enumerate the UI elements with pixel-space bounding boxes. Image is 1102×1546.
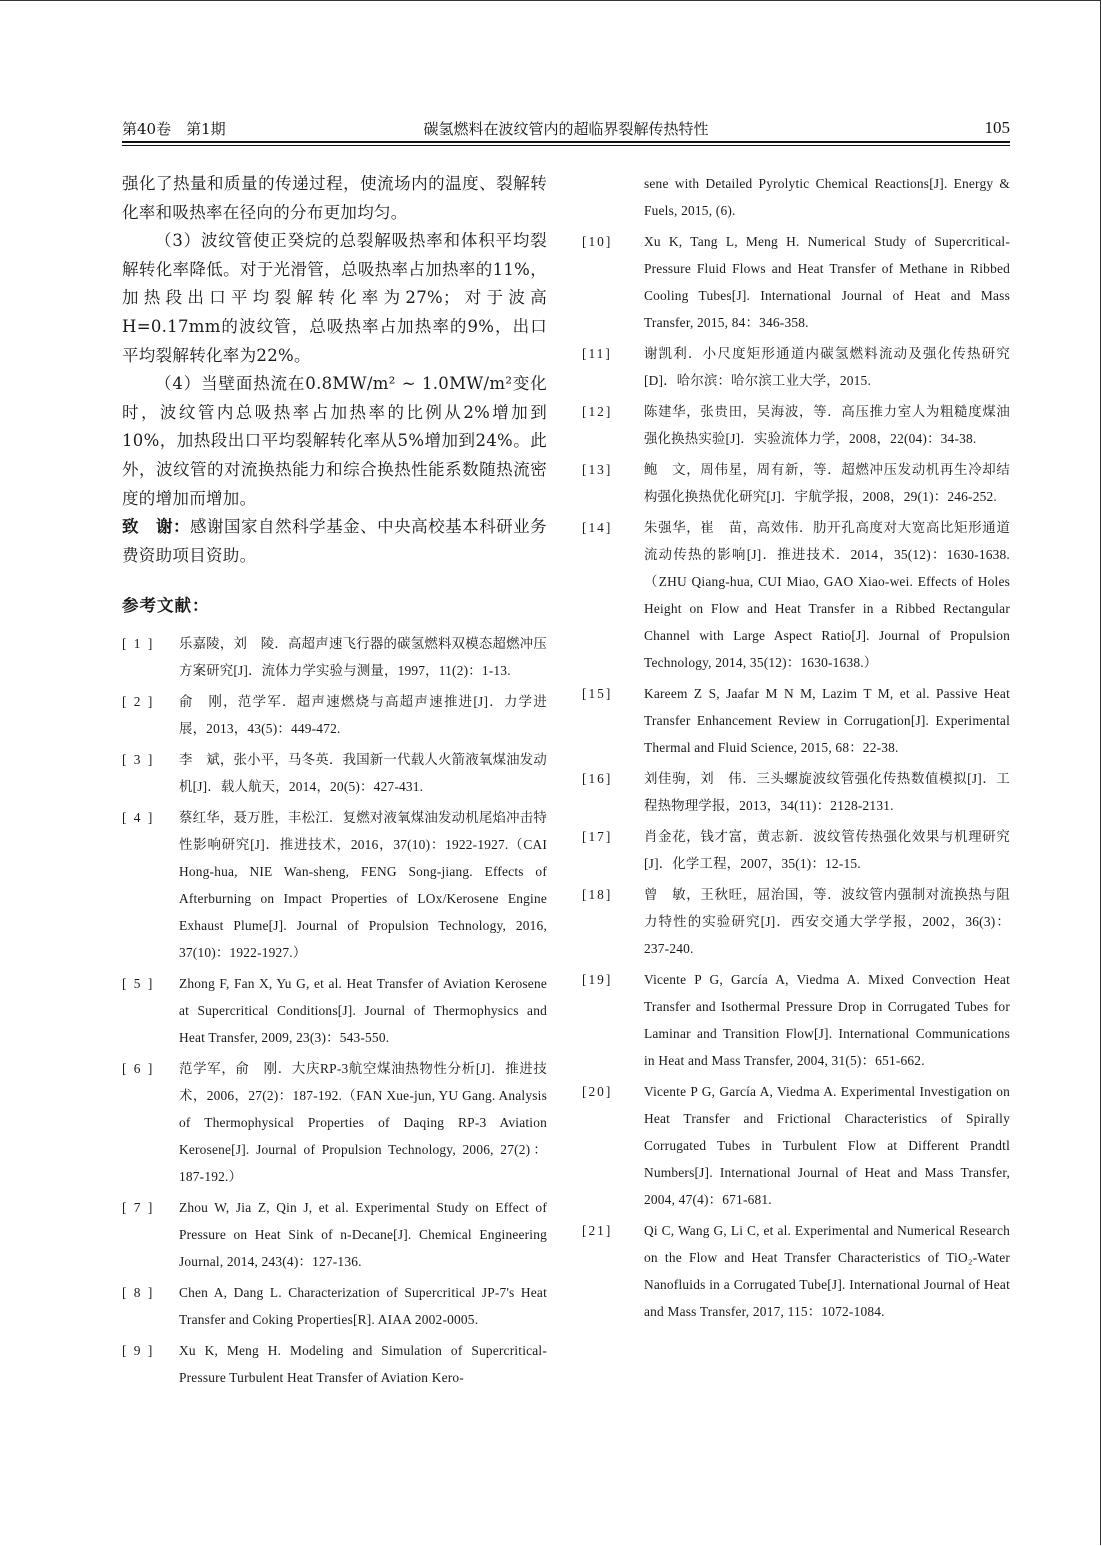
reference-entry xyxy=(582,1078,1010,1213)
reference-number xyxy=(582,170,644,224)
reference-number: [15] xyxy=(582,686,613,701)
reference-text: Chen A, Dang L. Characterization of Supercritical JP-7's Heat Transfer and Coking Properties[R]. AIAA 2002-0005. xyxy=(179,1285,547,1328)
reference-entry xyxy=(582,881,1010,962)
reference-entry xyxy=(582,966,1010,1074)
page-number: 105 xyxy=(984,118,1010,137)
reference-number: [17] xyxy=(582,829,613,844)
reference-text: sene with Detailed Pyrolytic Chemical Reactions[J]. Energy & Fuels, 2015, (6). xyxy=(644,176,1010,218)
right-column xyxy=(582,170,1010,1329)
reference-text: 鲍 文，周伟星，周有新，等．超燃冲压发动机再生冷却结构强化换热优化研究[J]．宇航学报，2008，29(1)：246-252. xyxy=(644,462,1010,504)
reference-number: [14] xyxy=(582,520,613,535)
references-heading: 参考文献： xyxy=(122,596,210,616)
reference-number: [19] xyxy=(582,972,613,987)
reference-number: [ 8 ] xyxy=(122,1285,155,1301)
reference-entry xyxy=(582,680,1010,761)
reference-text: Qi C, Wang G, Li C, et al. Experimental and Numerical Research on the Flow and Heat Transfer Characteristics of TiO₂-Water Nanofluids in a Corrugated Tube[J]. International Journal of Heat and Mass Transfer, 2017, 115：1072-1084. xyxy=(644,1223,1010,1319)
reference-entry xyxy=(582,398,1010,452)
reference-entry xyxy=(582,1217,1010,1325)
reference-number: [ 4 ] xyxy=(122,810,155,826)
conclusion-item-4: （4）当壁面热流在0.8MW/m² ~ 1.0MW/m²变化时，波纹管内总吸热率占加热率的比例从2%增加到10%，加热段出口平均裂解转化率从5%增加到24%。此外，波纹管的对流换热能力和综合换热性能系数随热流密度的增加而增加。 xyxy=(122,374,547,508)
left-column xyxy=(122,170,547,1395)
conclusion-item-3: （3）波纹管使正癸烷的总裂解吸热率和体积平均裂解转化率降低。对于光滑管，总吸热率占加热率的11%，加热段出口平均裂解转化率为27%；对于波高H=0.17mm的波纹管，总吸热率占加热率的9%，出口平均裂解转化率为22%。 xyxy=(122,231,547,365)
running-header xyxy=(122,118,1010,142)
reference-text: 乐嘉陵，刘 陵．高超声速飞行器的碳氢燃料双模态超燃冲压方案研究[J]．流体力学实验与测量，1997，11(2)：1-13. xyxy=(179,636,547,679)
reference-entry xyxy=(122,630,547,684)
running-title: 碳氢燃料在波纹管内的超临界裂解传热特性 xyxy=(423,120,709,138)
reference-entry xyxy=(582,456,1010,510)
reference-number: [16] xyxy=(582,771,613,786)
reference-entry xyxy=(122,1055,547,1190)
reference-text: 蔡红华，聂万胜，丰松江．复燃对液氧煤油发动机尾焰冲击特性影响研究[J]．推进技术，2016，37(10)：1922-1927.（CAI Hong-hua, NIE Wan-sheng, FENG Song-jiang. Effects of Afterburning on Impact Properties of LOx/Kerosene Engine Exhaust Plume[J]. Journal of Propulsion Technology, 2016, 37(10)：1922-1927.） xyxy=(179,810,547,961)
reference-text: Vicente P G, García A, Viedma A. Experimental Investigation on Heat Transfer and Frictional Characteristics of Spirally Corrugated Tubes in Turbulent Flow at Different Prandtl Numbers[J]. International Journal of Heat and Mass Transfer, 2004, 47(4)：671-681. xyxy=(644,1084,1010,1207)
reference-number: [ 1 ] xyxy=(122,636,155,652)
reference-text: 范学军，俞 刚．大庆RP-3航空煤油热物性分析[J]．推进技术，2006，27(2)：187-192.（FAN Xue-jun, YU Gang. Analysis of Thermophysical Properties of Daqing RP-3 Aviation Kerosene[J]. Journal of Propulsion Technology, 2006, 27(2)：187-192.） xyxy=(179,1061,547,1185)
reference-text: Zhong F, Fan X, Yu G, et al. Heat Transfer of Aviation Kerosene at Supercritical Conditions[J]. Journal of Thermophysics and Heat Transfer, 2009, 23(3)：543-550. xyxy=(179,976,547,1046)
reference-entry xyxy=(122,688,547,742)
reference-text: 谢凯利．小尺度矩形通道内碳氢燃料流动及强化传热研究[D]．哈尔滨：哈尔滨工业大学，2015. xyxy=(644,346,1010,388)
reference-entry xyxy=(582,514,1010,676)
reference-text: 李 斌，张小平，马冬英．我国新一代载人火箭液氧煤油发动机[J]．载人航天，2014，20(5)：427-431. xyxy=(179,752,547,795)
reference-entry xyxy=(122,746,547,800)
reference-entry xyxy=(122,1279,547,1333)
reference-text: Xu K, Tang L, Meng H. Numerical Study of Supercritical-Pressure Fluid Flows and Heat Transfer of Methane in Ribbed Cooling Tubes[J]. International Journal of Heat and Mass Transfer, 2015, 84：346-358. xyxy=(644,234,1010,330)
reference-entry xyxy=(122,804,547,966)
reference-number: [10] xyxy=(582,234,613,249)
reference-entry xyxy=(582,340,1010,394)
reference-entry xyxy=(582,170,1010,224)
reference-number: [ 2 ] xyxy=(122,694,155,710)
reference-number: [21] xyxy=(582,1223,613,1238)
reference-number: [ 6 ] xyxy=(122,1061,155,1077)
acknowledgement xyxy=(122,513,547,570)
reference-entry xyxy=(122,970,547,1051)
acknowledgement-text: 感谢国家自然科学基金、中央高校基本科研业务费资助项目资助。 xyxy=(122,517,547,565)
reference-number: [11] xyxy=(582,346,612,361)
reference-text: 刘佳驹，刘 伟．三头螺旋波纹管强化传热数值模拟[J]．工程热物理学报，2013，34(11)：2128-2131. xyxy=(644,771,1010,813)
journal-volume: 第40卷 第1期 xyxy=(122,120,226,138)
reference-entry xyxy=(582,228,1010,336)
reference-entry xyxy=(582,823,1010,877)
reference-entry xyxy=(122,1337,547,1391)
header-rule-thin xyxy=(122,145,1010,146)
reference-entry xyxy=(122,1194,547,1275)
reference-text: 朱强华，崔 苗，高效伟．肋开孔高度对大宽高比矩形通道流动传热的影响[J]．推进技术．2014，35(12)：1630-1638.（ZHU Qiang-hua, CUI Miao, GAO Xiao-wei. Effects of Holes Height on Flow and Heat Transfer in a Ribbed Rectangular Channel with Large Aspect Ratio[J]. Journal of Propulsion Technology, 2014, 35(12)：1630-1638.） xyxy=(644,520,1010,670)
header-rule-thick xyxy=(122,141,1010,143)
reference-number: [20] xyxy=(582,1084,613,1099)
references-list-left xyxy=(122,630,547,1391)
reference-text: 肖金花，钱才富，黄志新．波纹管传热强化效果与机理研究[J]．化学工程，2007，35(1)：12-15. xyxy=(644,829,1010,871)
reference-text: Xu K, Meng H. Modeling and Simulation of Supercritical-Pressure Turbulent Heat Transfer of Aviation Kero- xyxy=(179,1343,547,1386)
reference-text: 陈建华，张贵田，吴海波，等．高压推力室人为粗糙度煤油强化换热实验[J]．实验流体力学，2008，22(04)：34-38. xyxy=(644,404,1010,446)
conclusion-paragraph-continued: 强化了热量和质量的传递过程，使流场内的温度、裂解转化率和吸热率在径向的分布更加均匀。 xyxy=(122,174,547,222)
reference-text: Zhou W, Jia Z, Qin J, et al. Experimental Study on Effect of Pressure on Heat Sink of n-Decane[J]. Chemical Engineering Journal, 2014, 243(4)：127-136. xyxy=(179,1200,547,1270)
reference-number: [ 7 ] xyxy=(122,1200,155,1216)
reference-number: [18] xyxy=(582,887,613,902)
reference-text: Kareem Z S, Jaafar M N M, Lazim T M, et al. Passive Heat Transfer Enhancement Review in Corrugation[J]. Experimental Thermal and Fluid Science, 2015, 68：22-38. xyxy=(644,686,1010,755)
acknowledgement-label: 致 谢： xyxy=(122,517,191,537)
reference-text: 俞 刚，范学军．超声速燃烧与高超声速推进[J]．力学进展，2013，43(5)：449-472. xyxy=(179,694,547,737)
references-list-right xyxy=(582,170,1010,1325)
reference-number: [12] xyxy=(582,404,613,419)
reference-number: [ 3 ] xyxy=(122,752,155,768)
reference-number: [ 5 ] xyxy=(122,976,155,992)
reference-text: Vicente P G, García A, Viedma A. Mixed Convection Heat Transfer and Isothermal Pressure Drop in Corrugated Tubes for Laminar and Transition Flow[J]. International Communications in Heat and Mass Transfer, 2004, 31(5)：651-662. xyxy=(644,972,1010,1068)
reference-number: [ 9 ] xyxy=(122,1343,155,1359)
reference-entry xyxy=(582,765,1010,819)
reference-text: 曾 敏，王秋旺，屈治国，等．波纹管内强制对流换热与阻力特性的实验研究[J]．西安交通大学学报，2002，36(3)：237-240. xyxy=(644,887,1010,956)
reference-number: [13] xyxy=(582,462,613,477)
